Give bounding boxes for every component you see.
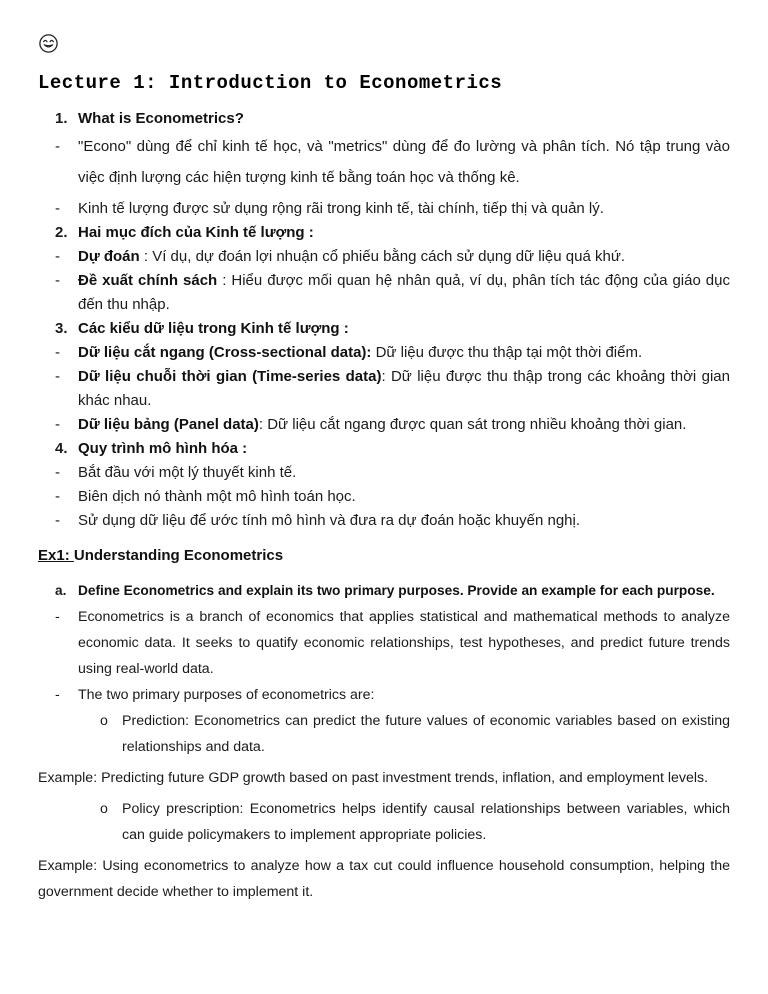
list-item: [38, 604, 730, 682]
text-run: Dữ liệu được thu thập tại một thời điểm.: [371, 344, 643, 361]
list-marker: o: [100, 713, 108, 729]
text-run: : Hiểu được mối quan hệ nhân quả, ví dụ, phân tích tác động của giáo dục đến thu nhập.: [78, 272, 730, 313]
list-marker: a.: [55, 583, 67, 598]
list-item-a: [38, 578, 730, 604]
exercise-heading: [38, 544, 730, 568]
example-paragraph: [38, 765, 730, 791]
list-marker: 3.: [55, 320, 68, 337]
list-item-3: [38, 317, 730, 341]
text-run: Econometrics is a branch of economics that applies statistical and mathematical methods to analyze economic data. It seeks to quatify economic relationships, test hypotheses, and predict future trends using real-world data.: [78, 609, 730, 677]
list-marker: -: [55, 488, 60, 505]
list-marker: 2.: [55, 224, 68, 241]
sub-list-item: [38, 708, 730, 760]
list-item: [38, 485, 730, 509]
list-marker: 1.: [55, 110, 68, 127]
sub-list-item: [38, 796, 730, 848]
list-item: [38, 197, 730, 221]
text-run: What is Econometrics?: [78, 110, 244, 127]
example-paragraph: [38, 853, 730, 905]
text-run: Quy trình mô hình hóa :: [78, 440, 248, 457]
list-item: [38, 509, 730, 533]
list-marker: -: [55, 368, 60, 385]
list-marker: -: [55, 609, 60, 625]
document-body: [38, 107, 730, 905]
text-run: : Dữ liệu cắt ngang được quan sát trong nhiều khoảng thời gian.: [258, 416, 687, 433]
text-run: Define Econometrics and explain its two primary purposes. Provide an example for each purpose.: [78, 583, 715, 598]
text-run: Policy prescription: Econometrics helps identify causal relationships between variables, which can guide policymakers to implement appropriate policies.: [122, 801, 730, 843]
text-run: Kinh tế lượng được sử dụng rộng rãi trong kinh tế, tài chính, tiếp thị và quản lý.: [78, 200, 604, 217]
text-run: Ex1:: [38, 547, 74, 564]
list-item-2: [38, 221, 730, 245]
list-marker: 4.: [55, 440, 68, 457]
list-item: [38, 413, 730, 437]
list-item-1: [38, 107, 730, 131]
list-marker: -: [55, 344, 60, 361]
list-marker: -: [55, 512, 60, 529]
text-run: Đề xuất chính sách: [78, 272, 218, 289]
text-run: The two primary purposes of econometrics are:: [78, 687, 375, 703]
text-run: : Ví dụ, dự đoán lợi nhuận cổ phiếu bằng cách sử dụng dữ liệu quá khứ.: [139, 248, 626, 265]
text-run: Example: Predicting future GDP growth based on past investment trends, inflation, and employment levels.: [38, 770, 709, 786]
smiley-emoji-icon: [38, 33, 730, 54]
list-marker: -: [55, 200, 60, 217]
list-item-4: [38, 437, 730, 461]
list-marker: o: [100, 801, 108, 817]
text-run: Bắt đầu với một lý thuyết kinh tế.: [78, 464, 297, 481]
list-marker: -: [55, 248, 60, 265]
page-title: Lecture 1: Introduction to Econometrics: [38, 72, 503, 94]
list-item: [38, 131, 730, 193]
text-run: Dữ liệu chuỗi thời gian (Time-series data): [78, 368, 382, 385]
text-run: Các kiểu dữ liệu trong Kinh tế lượng :: [78, 320, 349, 337]
text-run: Biên dịch nó thành một mô hình toán học.: [78, 488, 356, 505]
list-item: [38, 269, 730, 317]
list-marker: -: [55, 138, 60, 155]
list-marker: -: [55, 464, 60, 481]
text-run: Hai mục đích của Kinh tế lượng :: [78, 224, 314, 241]
list-marker: -: [55, 416, 60, 433]
text-run: Understanding Econometrics: [73, 547, 284, 564]
text-run: Dữ liệu cắt ngang (Cross-sectional data):: [78, 344, 372, 361]
text-run: Example: Using econometrics to analyze how a tax cut could influence household consumption, helping the government decide whether to implement it.: [38, 858, 730, 900]
text-run: Sử dụng dữ liệu để ước tính mô hình và đưa ra dự đoán hoặc khuyến nghị.: [78, 512, 581, 529]
list-item: [38, 461, 730, 485]
list-marker: -: [55, 272, 60, 289]
text-run: : Dữ liệu được thu thập trong các khoảng thời gian khác nhau.: [78, 368, 730, 409]
list-item: [38, 245, 730, 269]
text-run: Dữ liệu bảng (Panel data): [78, 416, 259, 433]
list-item: [38, 341, 730, 365]
text-run: Prediction: Econometrics can predict the future values of economic variables based on existing relationships and data.: [122, 713, 730, 755]
list-item: [38, 682, 730, 708]
list-item: [38, 365, 730, 413]
text-run: "Econo" dùng để chỉ kinh tế học, và "metrics" dùng để đo lường và phân tích. Nó tập trung vào việc định lượng các hiện tượng kinh tế bằng toán học và thống kê.: [78, 138, 730, 186]
list-marker: -: [55, 687, 60, 703]
text-run: Dự đoán: [78, 248, 140, 265]
